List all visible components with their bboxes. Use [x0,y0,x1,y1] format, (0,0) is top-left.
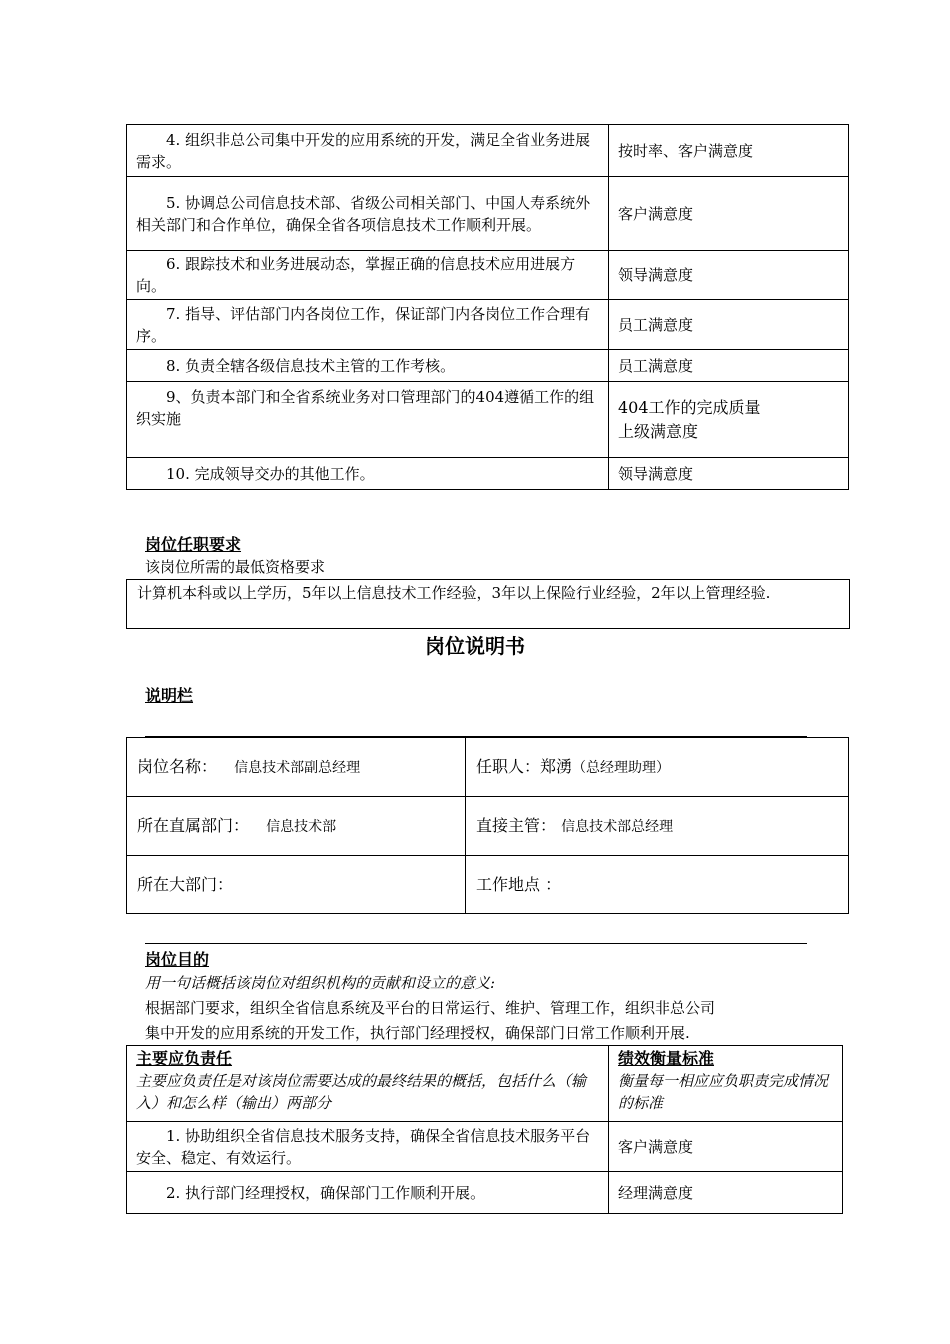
department-cell [127,797,466,856]
holder-label: 任职人： [476,756,541,776]
table-row [127,382,849,458]
main-duties-table [126,1045,843,1214]
position-name-value: 信息技术部副总经理 [234,759,361,776]
duty-cell: 7. 指导、评估部门内各岗位工作，保证部门内各岗位工作合理有序。 [127,300,609,350]
page-title: 岗位说明书 [425,634,525,658]
supervisor-label: 直接主管： [476,815,557,835]
big-department-label: 所在大部门： [137,874,234,894]
purpose-hint: 用一句话概括该岗位对组织机构的贡献和设立的意义: [145,974,496,992]
position-name-label: 岗位名称： [137,756,218,776]
table-row [127,177,849,251]
duty-cell: 2. 执行部门经理授权，确保部门工作顺利开展。 [127,1172,609,1214]
requirements-content: 计算机本科或以上学历，5年以上信息技术工作经验，3年以上保险行业经验，2年以上管理经验. [126,579,850,629]
table-row [127,251,849,300]
table-header-row [127,1046,843,1122]
duties-header-hint: 主要应负责任是对该岗位需要达成的最终结果的概括，包括什么（输入）和怎么样（输出）两部分 [136,1072,587,1112]
duty-cell: 5. 协调总公司信息技术部、省级公司相关部门、中国人寿系统外相关部门和合作单位，确保全省各项信息技术工作顺利开展。 [127,177,609,251]
duty-cell: 9、负责本部门和全省系统业务对口管理部门的404遵循工作的组织实施 [127,382,609,458]
table-row [127,350,849,382]
position-info-table [126,737,849,914]
table-row [127,1122,843,1172]
department-value: 信息技术部 [266,818,337,835]
duty-cell: 8. 负责全辖各级信息技术主管的工作考核。 [127,350,609,382]
standard-cell: 领导满意度 [609,458,849,490]
location-cell [466,856,849,914]
standard-line: 404工作的完成质量 [618,397,761,417]
location-label: 工作地点 ： [476,874,562,894]
supervisor-value: 信息技术部总经理 [561,818,674,835]
standards-header-hint: 衡量每一相应应负职责完成情况的标准 [618,1072,829,1112]
standard-cell: 员工满意度 [609,350,849,382]
supervisor-cell [466,797,849,856]
duty-cell: 4. 组织非总公司集中开发的应用系统的开发，满足全省业务进展需求。 [127,125,609,177]
top-duties-table [126,124,849,490]
holder-value: 郑湧 [540,756,573,776]
duty-cell: 1. 协助组织全省信息技术服务支持，确保全省信息技术服务平台安全、稳定、有效运行。 [127,1122,609,1172]
standard-cell: 经理满意度 [609,1172,843,1214]
holder-cell [466,738,849,797]
purpose-text-line: 集中开发的应用系统的开发工作，执行部门经理授权，确保部门日常工作顺利开展. [145,1024,690,1042]
table-row [127,300,849,350]
duty-cell: 6. 跟踪技术和业务进展动态，掌握正确的信息技术应用进展方向。 [127,251,609,300]
standard-cell: 员工满意度 [609,300,849,350]
standard-cell [609,382,849,458]
standard-cell: 客户满意度 [609,1122,843,1172]
holder-note: （总经理助理） [572,759,671,776]
requirements-subtitle: 该岗位所需的最低资格要求 [145,558,326,576]
duty-cell: 10. 完成领导交办的其他工作。 [127,458,609,490]
duties-header-title: 主要应负责任 [136,1049,233,1068]
big-department-cell [127,856,466,914]
standard-line: 上级满意度 [618,421,699,441]
purpose-text-line: 根据部门要求，组织全省信息系统及平台的日常运行、维护、管理工作，组织非总公司 [145,999,716,1017]
table-row [127,458,849,490]
standard-cell: 客户满意度 [609,177,849,251]
position-name-cell [127,738,466,797]
standard-cell: 按时率、客户满意度 [609,125,849,177]
purpose-title: 岗位目的 [145,950,210,969]
table-row [127,125,849,177]
standard-cell: 领导满意度 [609,251,849,300]
standards-header-cell [609,1046,843,1122]
requirements-title: 岗位任职要求 [145,535,242,554]
duties-header-cell [127,1046,609,1122]
table-row [127,1172,843,1214]
standards-header-title: 绩效衡量标准 [618,1049,715,1068]
department-label: 所在直属部门： [137,815,250,835]
description-section-title: 说明栏 [145,686,194,705]
divider [145,943,807,944]
